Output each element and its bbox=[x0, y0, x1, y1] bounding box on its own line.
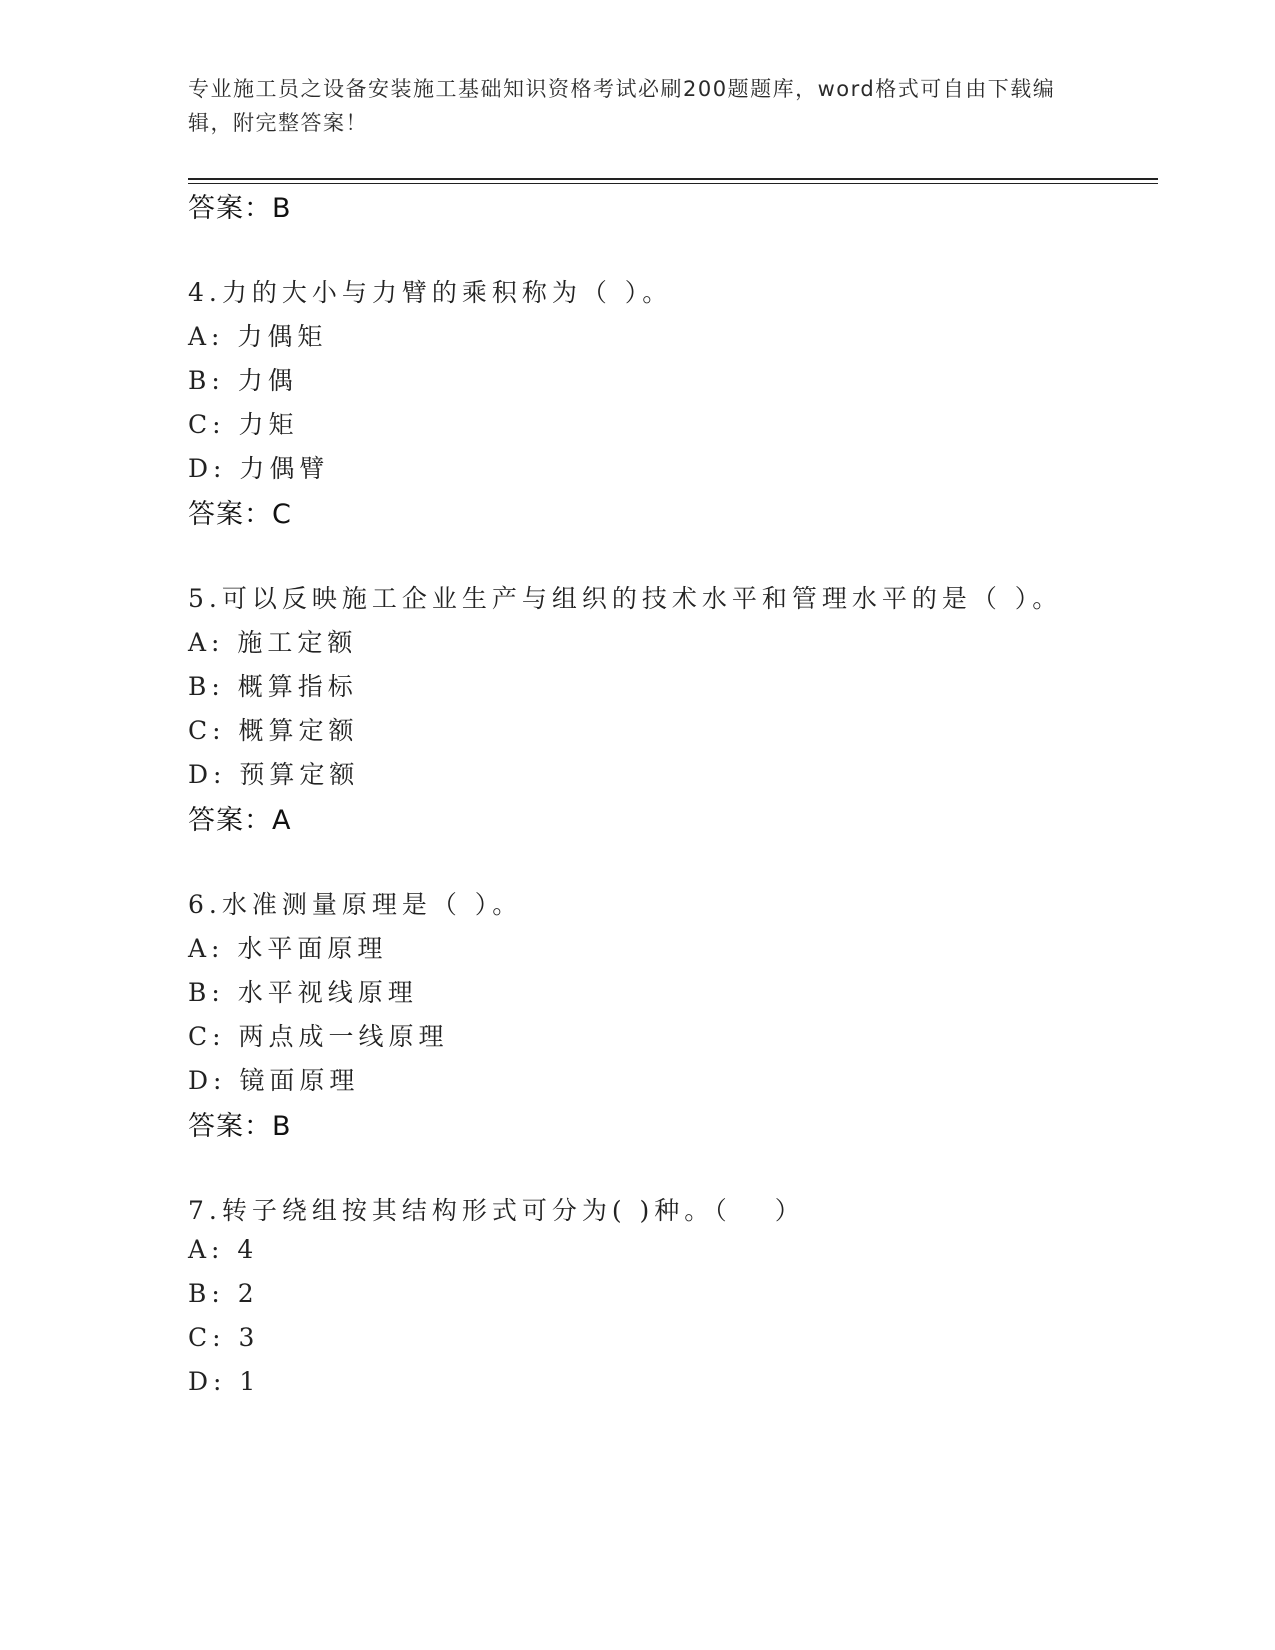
question-4-answer: 答案：C bbox=[188, 499, 292, 530]
question-7-option-a: A: 4 bbox=[188, 1235, 259, 1264]
question-6: 6.水准测量原理是（ ）。 bbox=[188, 890, 523, 919]
question-6-option-d: D: 镜面原理 bbox=[188, 1066, 360, 1095]
question-4: 4.力的大小与力臂的乘积称为（ ）。 bbox=[188, 278, 673, 307]
header-divider-thick bbox=[188, 178, 1158, 180]
question-5-option-c: C: 概算定额 bbox=[188, 716, 359, 745]
answer-prev: 答案：B bbox=[188, 193, 292, 224]
question-5-answer: 答案：A bbox=[188, 805, 292, 836]
question-5-option-d: D: 预算定额 bbox=[188, 760, 360, 789]
question-7-option-b: B: 2 bbox=[188, 1279, 259, 1308]
question-5-option-b: B: 概算指标 bbox=[188, 672, 358, 701]
question-7-option-d: D: 1 bbox=[188, 1367, 261, 1396]
question-4-option-d: D: 力偶臂 bbox=[188, 454, 330, 483]
question-5-option-a: A: 施工定额 bbox=[188, 628, 358, 657]
document-header: 专业施工员之设备安装施工基础知识资格考试必刷200题题库，word格式可自由下载编辑，附完整答案！ bbox=[188, 77, 1056, 135]
question-6-answer: 答案：B bbox=[188, 1111, 292, 1142]
header-divider-thin bbox=[188, 183, 1158, 184]
question-6-option-a: A: 水平面原理 bbox=[188, 934, 388, 963]
question-5: 5.可以反映施工企业生产与组织的技术水平和管理水平的是（ ）。 bbox=[188, 584, 1063, 613]
question-7-option-c: C: 3 bbox=[188, 1323, 260, 1352]
question-4-option-c: C: 力矩 bbox=[188, 410, 299, 439]
question-7: 7.转子绕组按其结构形式可分为( )种。（ ） bbox=[188, 1196, 805, 1225]
question-6-option-b: B: 水平视线原理 bbox=[188, 978, 418, 1007]
question-4-option-a: A: 力偶矩 bbox=[188, 322, 328, 351]
question-6-option-c: C: 两点成一线原理 bbox=[188, 1022, 449, 1051]
question-4-option-b: B: 力偶 bbox=[188, 366, 298, 395]
